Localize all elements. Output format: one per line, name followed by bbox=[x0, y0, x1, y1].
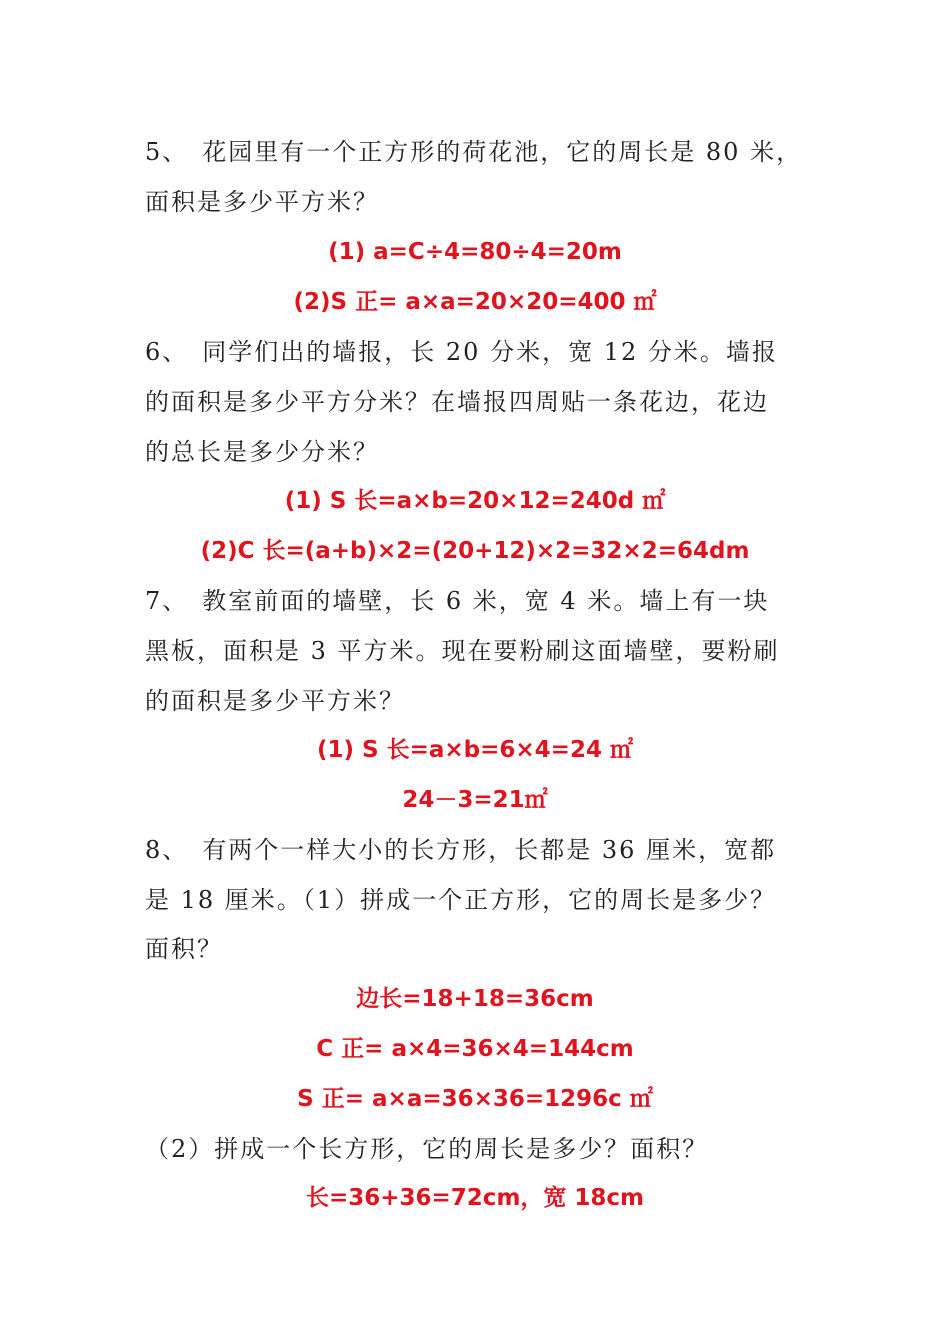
problem-7-question-line-3: 的面积是多少平方米？ bbox=[145, 687, 405, 715]
problem-5-answer-2: (2)S 正= a×a=20×20=400 ㎡ bbox=[293, 289, 657, 315]
problem-8-question-line-3: 面积？ bbox=[145, 935, 223, 963]
problem-5-answer-1: (1) a=C÷4=80÷4=20m bbox=[328, 239, 622, 265]
problem-6-question-line-3: 的总长是多少分米？ bbox=[145, 438, 379, 466]
problem-6-answer-1: (1) S 长=a×b=20×12=240d ㎡ bbox=[284, 488, 666, 514]
problem-6-answer-2: (2)C 长=(a+b)×2=(20+12)×2=32×2=64dm bbox=[200, 538, 750, 564]
problem-7-question-line-1: 7、 教室前面的墙壁，长 6 米，宽 4 米。墙上有一块 bbox=[145, 587, 770, 615]
problem-7-answer-1: (1) S 长=a×b=6×4=24 ㎡ bbox=[317, 737, 633, 763]
problem-8-question-line-2: 是 18 厘米。（1）拼成一个正方形，它的周长是多少？ bbox=[145, 886, 777, 914]
problem-5-question-line-2: 面积是多少平方米？ bbox=[145, 188, 379, 216]
problem-6-question-line-2: 的面积是多少平方分米？在墙报四周贴一条花边，花边 bbox=[145, 388, 769, 416]
problem-8-part-2-answer: 长=36+36=72cm，宽 18cm bbox=[305, 1185, 645, 1211]
problem-8-answer-3: S 正= a×a=36×36=1296c ㎡ bbox=[297, 1086, 653, 1112]
problem-5-question-line-1: 5、 花园里有一个正方形的荷花池，它的周长是 80 米， bbox=[145, 138, 803, 166]
problem-8-part-2-question: （2）拼成一个长方形，它的周长是多少？面积？ bbox=[145, 1135, 709, 1163]
problem-7-question-line-2: 黑板，面积是 3 平方米。现在要粉刷这面墙壁，要粉刷 bbox=[145, 637, 780, 665]
problem-8-answer-2: C 正= a×4=36×4=144cm bbox=[316, 1036, 634, 1062]
problem-6-question-line-1: 6、 同学们出的墙报，长 20 分米，宽 12 分米。墙报 bbox=[145, 338, 778, 366]
problem-8-question-line-1: 8、 有两个一样大小的长方形，长都是 36 厘米，宽都 bbox=[145, 836, 777, 864]
problem-8-answer-1: 边长=18+18=36cm bbox=[356, 986, 594, 1012]
problem-7-answer-2: 24－3=21㎡ bbox=[402, 787, 548, 813]
